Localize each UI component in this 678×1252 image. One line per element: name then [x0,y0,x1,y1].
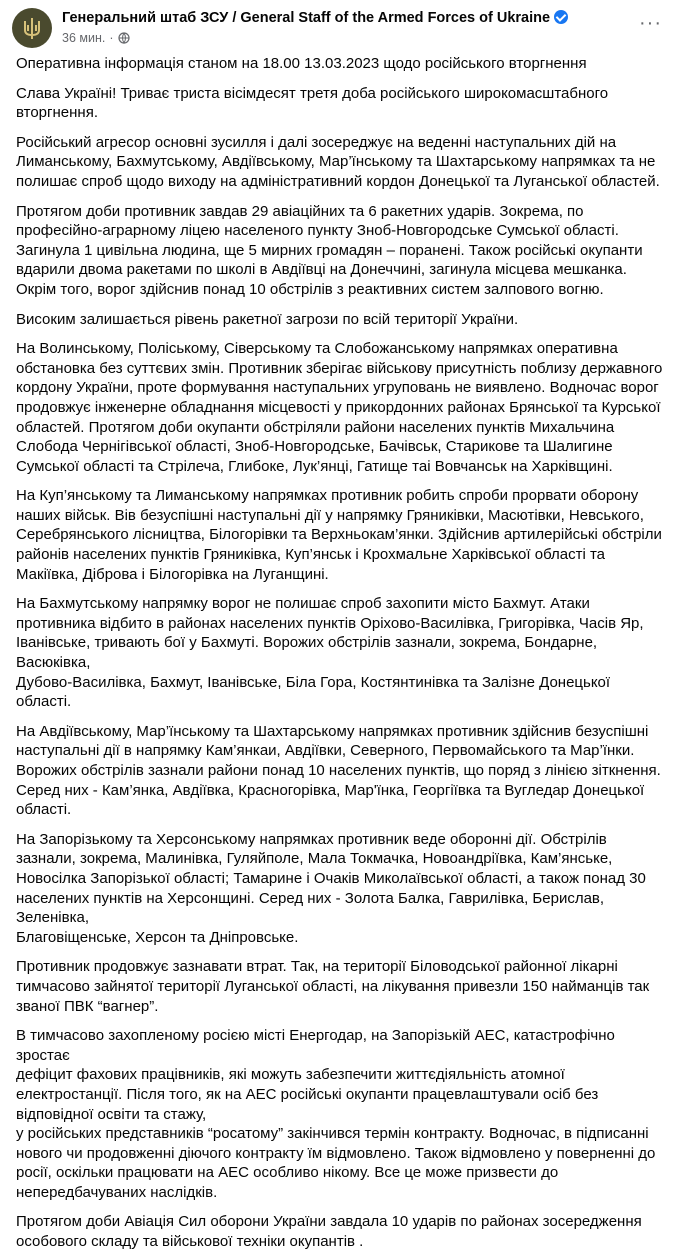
author-name[interactable]: Генеральний штаб ЗСУ / General Staff of the Armed Forces of Ukraine [62,10,551,26]
post-paragraph: Противник продовжує зазнавати втрат. Так, на території Біловодської районної лікарні тимчасово зайнятої території Луганської області, на лікування привезли 150 найманців так званої ПВК “вагнер”. [16,958,650,1015]
trident-icon [19,15,45,41]
post-paragraph: В тимчасово захопленому росією місті Енергодар, на Запорізькій АЕС, катастрофічно зростає дефіцит фахових працівників, які можуть забезпечити життєдіяльність атомної електростанції. Після того, як на АЕС російські окупанти працевлаштували осіб без відповідної освіти та стажу, у російських представників “росатому” закінчився термін контракту. Водночас, в підписанні нового чи продовженні діючого контракту їм відмовлено. Також відмовлено у поверненні до росії, оскільки працювати на АЕС особливо нікому. Все це може призвести до непередбачуваних наслідків. [16,1027,656,1201]
post-paragraph: Слава Україні! Триває триста вісімдесят третя доба російського широкомасштабного вторгнення. [16,84,609,122]
verified-badge-icon [554,10,568,24]
post-paragraph: На Куп’янському та Лиманському напрямках противник робить спроби прорвати оборону наших військ. Вів безуспішні наступальні дії у напрямку Гряниківки, Масютівки, Невського, Серебрянського лісництва, Білогорівки та Верхньокам’янки. Здійснив артилерійські обстріли районів населених пунктів Гряниківка, Куп’янськ і Крохмальне Харківської області та Макіївка, Діброва і Білогорівка на Луганщині. [16,487,662,583]
post-paragraph: Російський агресор основні зусилля і далі зосереджує на веденні наступальних дій на Лиманському, Бахмутському, Авдіївському, Мар’їнському та Шахтарському напрямках та не полишає спроб щодо виходу на адміністративний кордон Донецької та Луганської областей. [16,133,660,190]
post-meta [62,31,130,45]
post-paragraph: Оперативна інформація станом на 18.00 13.03.2023 щодо російського вторгнення [16,55,587,72]
more-options-icon[interactable]: ··· [639,12,662,34]
post-paragraph: Високим залишається рівень ракетної загрози по всій території України. [16,310,519,328]
post-header [0,0,678,54]
globe-icon [118,32,130,44]
post-paragraph: На Авдіївському, Мар’їнському та Шахтарському напрямках противник здійснив безуспішні наступальні дії в напрямку Кам’янкаи, Авдіївки, Северного, Первомайського та Мар’їнки. Ворожих обстрілів зазнали райони понад 10 населених пунктів, що поряд з лінією зіткнення. Серед них - Кам’янка, Авдіївка, Красногорівка, Мар'їнка, Георгіївка та Вугледар Донецької області. [16,722,661,819]
post-paragraph: Протягом доби Авіація Сил оборони України завдала 10 ударів по районах зосередження особового складу та військової техніки окупантів . [16,1213,642,1251]
post-body [0,54,678,1252]
author-name-row [62,10,568,26]
post-paragraph: На Запорізькому та Херсонському напрямках противник веде оборонні дії. Обстрілів зазнали, зокрема, Малинівка, Гуляйполе, Мала Токмачка, Новоандріївка, Кам’янське, Новосілка Запорізької області; Тамарине і Очаків Миколаївської області, а також понад 30 населених пунктів на Херсонщині. Серед них - Золота Балка, Гаврилівка, Берислав, Зеленівка, Благовіщенське, Херсон та Дніпровське. [16,830,646,946]
meta-separator: · [109,31,114,45]
post-paragraph: На Бахмутському напрямку ворог не полишає спроб захопити місто Бахмут. Атаки противника відбито в районах населених пунктів Оріхово-Василівка, Григорівка, Часів Яр, Іванівське, тривають бої у Бахмуті. Ворожих обстрілів зазнали, зокрема, Бондарне, Васюківка, Дубово-Василівка, Бахмут, Іванівське, Біла Гора, Костянтинівка та Залізне Донецької області. [16,595,644,711]
post-time[interactable]: 36 мин. [62,31,106,45]
post-paragraph: На Волинському, Поліському, Сіверському та Слобожанському напрямках оперативна обстановка без суттєвих змін. Противник зберігає військову присутність поблизу державного кордону України, проте формування наступальних угруповань не виявлено. Водночас ворог продовжує інженерне обладнання місцевості у прикордонних районах Брянської та Курської областей. Протягом доби окупанти обстріляли райони населених пунктів Михальчина Слобода Чернігівської області, Зноб-Новгородське, Бачівськ, Старикове та Шалигине Сумської області та Стрілеча, Глибоке, Лук’янці, Гатище таі Вовчанськ на Харківщині. [16,340,663,475]
page-avatar[interactable] [12,8,52,48]
post-paragraph: Протягом доби противник завдав 29 авіаційних та 6 ракетних ударів. Зокрема, по професійно-аграрному ліцею населеного пункту Зноб-Новгородське Сумської області. Загинула 1 цивільна людина, ще 5 мирних громадян – поранені. Також російські окупанти вдарили двома ракетами по школі в Авдіївці на Донеччині, загинула місцева мешканка. Окрім того, ворог здійснив понад 10 обстрілів з реактивних систем залпового вогню. [16,202,643,298]
